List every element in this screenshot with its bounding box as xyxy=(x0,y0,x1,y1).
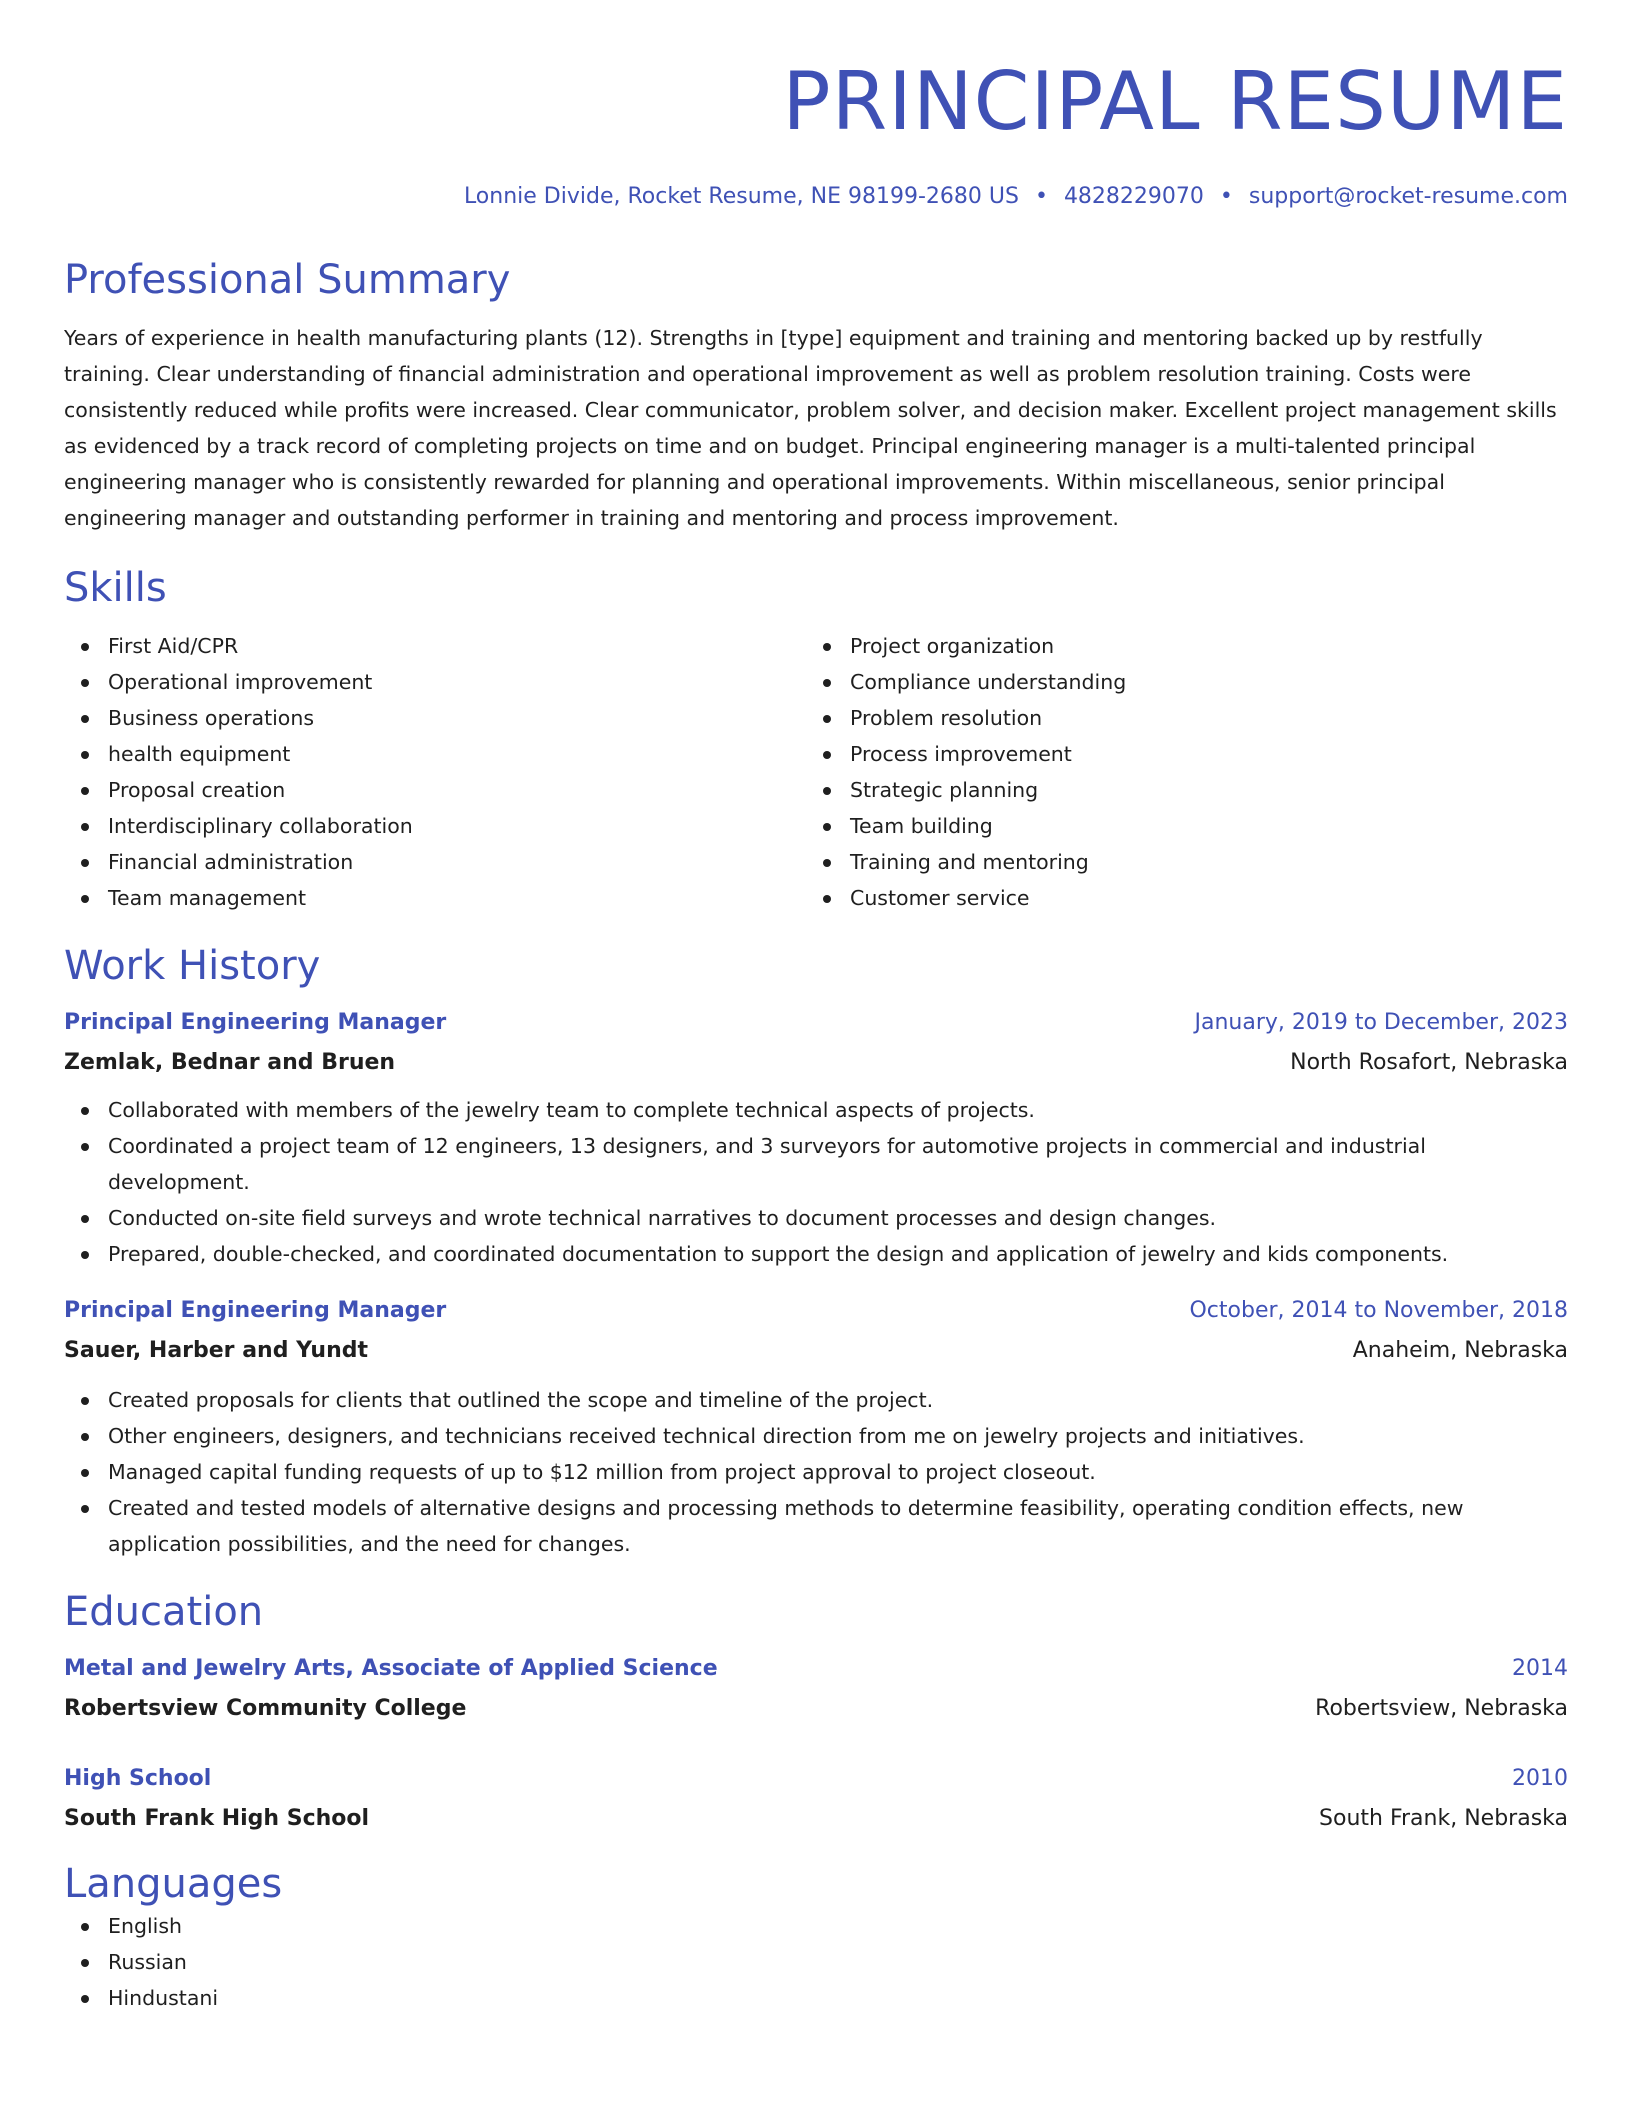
education-entry-header xyxy=(64,1764,1568,1794)
job-bullet: Collaborated with members of the jewelry team to complete technical aspects of projects. xyxy=(64,1092,1568,1128)
education-location: South Frank, Nebraska xyxy=(1319,1806,1568,1831)
skill-item: Problem resolution xyxy=(806,700,1548,736)
education-location: Robertsview, Nebraska xyxy=(1315,1696,1568,1721)
contact-line xyxy=(64,182,1568,212)
job-company: Zemlak, Bednar and Bruen xyxy=(64,1050,396,1075)
language-item: Hindustani xyxy=(64,1980,1568,2016)
skill-item: Process improvement xyxy=(806,736,1548,772)
skill-item: First Aid/CPR xyxy=(64,628,806,664)
job-dates: January, 2019 to December, 2023 xyxy=(1194,1010,1568,1035)
skill-item: Team building xyxy=(806,808,1548,844)
skill-item: Project organization xyxy=(806,628,1548,664)
language-item: Russian xyxy=(64,1944,1568,1980)
job-bullet: Created proposals for clients that outlined the scope and timeline of the project. xyxy=(64,1382,1568,1418)
summary-text: Years of experience in health manufacturing plants (12). Strengths in [type] equipment and training and mentoring backed up by restfully training. Clear understanding of financial administration and operational improvement as well as problem resolution training. Costs were consistently reduced while profits were increased. Clear communicator, problem solver, and decision maker. Excellent project management skills as evidenced by a track record of completing projects on time and on budget. Principal engineering manager is a multi-talented principal engineering manager who is consistently rewarded for planning and operational improvements. Within miscellaneous, senior principal engineering manager and outstanding performer in training and mentoring and process improvement. xyxy=(64,326,1557,530)
job-location: North Rosafort, Nebraska xyxy=(1290,1050,1568,1075)
education-entry xyxy=(64,1764,1568,1834)
education-heading: Education xyxy=(64,1589,264,1635)
contact-separator: • xyxy=(1219,184,1233,209)
skill-item: Training and mentoring xyxy=(806,844,1548,880)
skill-item: Business operations xyxy=(64,700,806,736)
education-year: 2010 xyxy=(1512,1766,1568,1791)
skills-list-left xyxy=(64,628,806,916)
contact-address: Lonnie Divide, Rocket Resume, NE 98199-2680 US xyxy=(463,184,1019,209)
education-entry-subheader xyxy=(64,1804,1568,1834)
skill-item: Proposal creation xyxy=(64,772,806,808)
education-school: South Frank High School xyxy=(64,1806,370,1831)
skills-list-right xyxy=(806,628,1548,916)
skill-item: Financial administration xyxy=(64,844,806,880)
language-item: English xyxy=(64,1908,1568,1944)
education-year: 2014 xyxy=(1512,1656,1568,1681)
skills-column-left xyxy=(64,628,806,916)
education-degree: Metal and Jewelry Arts, Associate of Applied Science xyxy=(64,1656,718,1681)
contact-phone[interactable]: 4828229070 xyxy=(1063,184,1204,209)
job-title: Principal Engineering Manager xyxy=(64,1010,447,1035)
work-entry-header xyxy=(64,1008,1568,1038)
contact-email[interactable]: support@rocket-resume.com xyxy=(1248,184,1568,209)
job-dates: October, 2014 to November, 2018 xyxy=(1189,1298,1568,1323)
job-bullet: Conducted on-site field surveys and wrote technical narratives to document processes and design changes. xyxy=(64,1200,1568,1236)
job-bullet: Other engineers, designers, and technicians received technical direction from me on jewelry projects and initiatives. xyxy=(64,1418,1568,1454)
skill-item: Customer service xyxy=(806,880,1548,916)
job-location: Anaheim, Nebraska xyxy=(1352,1338,1568,1363)
skill-item: Compliance understanding xyxy=(806,664,1548,700)
job-bullets xyxy=(64,1382,1568,1562)
contact-separator: • xyxy=(1034,184,1048,209)
work-entry-header xyxy=(64,1296,1568,1326)
education-entry-subheader xyxy=(64,1694,1568,1724)
job-bullet: Prepared, double-checked, and coordinated documentation to support the design and application of jewelry and kids components. xyxy=(64,1236,1568,1272)
skill-item: Interdisciplinary collaboration xyxy=(64,808,806,844)
skill-item: Strategic planning xyxy=(806,772,1548,808)
education-school: Robertsview Community College xyxy=(64,1696,467,1721)
work-entry-subheader xyxy=(64,1336,1568,1366)
job-bullet: Created and tested models of alternative designs and processing methods to determine feasibility, operating condition effects, new application possibilities, and the need for changes. xyxy=(64,1490,1568,1562)
skill-item: Operational improvement xyxy=(64,664,806,700)
work-entry xyxy=(64,1296,1568,1562)
skill-item: health equipment xyxy=(64,736,806,772)
skills-grid xyxy=(64,628,1568,916)
skills-heading: Skills xyxy=(64,565,167,611)
education-entry-header xyxy=(64,1654,1568,1684)
job-title: Principal Engineering Manager xyxy=(64,1298,447,1323)
education-degree: High School xyxy=(64,1766,212,1791)
job-bullet: Coordinated a project team of 12 engineers, 13 designers, and 3 surveyors for automotive projects in commercial and industrial development. xyxy=(64,1128,1568,1200)
work-history-heading: Work History xyxy=(64,943,321,989)
skill-item: Team management xyxy=(64,880,806,916)
summary-heading: Professional Summary xyxy=(64,257,511,303)
languages-list xyxy=(64,1908,1568,2016)
resume-page xyxy=(64,0,1568,2016)
education-entry xyxy=(64,1654,1568,1724)
work-entry xyxy=(64,1008,1568,1272)
job-bullet: Managed capital funding requests of up to $12 million from project approval to project closeout. xyxy=(64,1454,1568,1490)
resume-title: PRINCIPAL RESUME xyxy=(782,55,1568,148)
languages-heading: Languages xyxy=(64,1861,283,1907)
skills-column-right xyxy=(806,628,1548,916)
work-entry-subheader xyxy=(64,1048,1568,1078)
job-bullets xyxy=(64,1092,1568,1272)
job-company: Sauer, Harber and Yundt xyxy=(64,1338,369,1363)
